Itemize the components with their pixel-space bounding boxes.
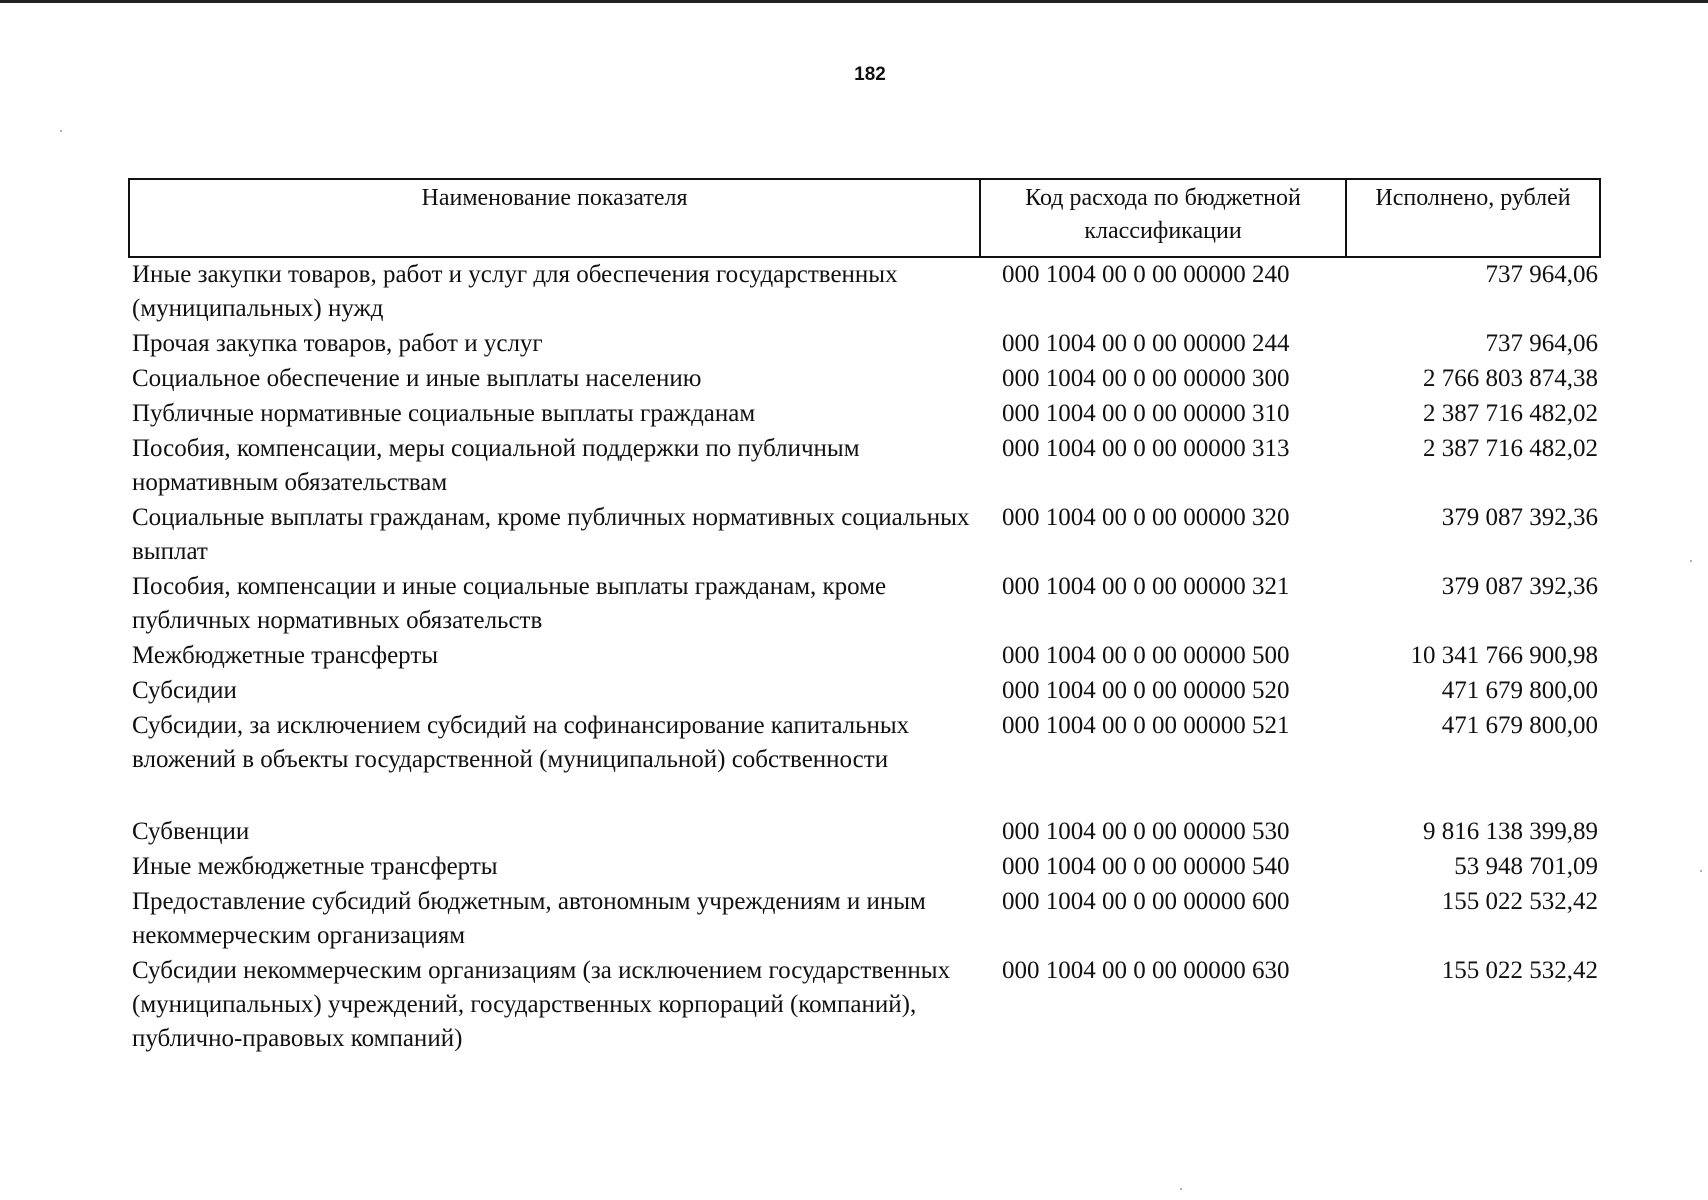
row-code: 000 1004 00 0 00 00000 244 [1002, 330, 1290, 357]
row-amount: 379 087 392,36 [1441, 573, 1598, 600]
row-name: Пособия, компенсации и иные социальные выплаты гражданам, кроме публичных нормативных обязательств [132, 573, 887, 634]
row-name: Социальные выплаты гражданам, кроме публичных нормативных социальных выплат [132, 504, 970, 565]
row-amount: 471 679 800,00 [1441, 712, 1598, 739]
top-border-line [0, 0, 1708, 3]
row-name: Субсидии, за исключением субсидий на софинансирование капитальных вложений в объекты государственной (муниципальной) собственности [132, 712, 910, 773]
scan-speck [1690, 560, 1692, 562]
row-amount: 155 022 532,42 [1441, 957, 1598, 984]
table-row [132, 362, 1598, 396]
row-amount: 471 679 800,00 [1441, 677, 1598, 704]
row-code: 000 1004 00 0 00 00000 320 [1002, 504, 1290, 531]
row-code: 000 1004 00 0 00 00000 630 [1002, 957, 1290, 984]
row-name: Пособия, компенсации, меры социальной поддержки по публичным нормативным обязательствам [132, 435, 860, 496]
table-row [132, 258, 1598, 326]
row-amount: 53 948 701,09 [1454, 853, 1598, 880]
table-row [132, 954, 1598, 1056]
row-amount: 737 964,06 [1485, 330, 1598, 357]
table-row [132, 397, 1598, 431]
header-budget-code: Код расхода по бюджетной классификации [981, 180, 1347, 256]
row-amount: 737 964,06 [1485, 261, 1598, 288]
header-indicator-name: Наименование показателя [130, 180, 981, 256]
table-row [132, 850, 1598, 884]
row-code: 000 1004 00 0 00 00000 540 [1002, 853, 1290, 880]
table-row [132, 709, 1598, 777]
row-name: Субсидии некоммерческим организациям (за исключением государственных (муниципальных) учреждений, государственных корпораций (компаний), публично-правовых компаний) [132, 957, 951, 1052]
table-row [132, 639, 1598, 673]
row-amount: 2 387 716 482,02 [1423, 435, 1598, 462]
row-code: 000 1004 00 0 00 00000 300 [1002, 365, 1290, 392]
row-name: Иные межбюджетные трансферты [132, 853, 498, 880]
table-row [132, 570, 1598, 638]
row-code: 000 1004 00 0 00 00000 313 [1002, 435, 1290, 462]
row-code: 000 1004 00 0 00 00000 530 [1002, 818, 1290, 845]
table-row [132, 432, 1598, 500]
row-amount: 10 341 766 900,98 [1410, 642, 1598, 669]
scan-speck [60, 130, 62, 132]
row-code: 000 1004 00 0 00 00000 521 [1002, 712, 1290, 739]
row-amount: 379 087 392,36 [1441, 504, 1598, 531]
row-code: 000 1004 00 0 00 00000 500 [1002, 642, 1290, 669]
table-row [132, 885, 1598, 953]
row-name: Иные закупки товаров, работ и услуг для обеспечения государственных (муниципальных) нужд [132, 261, 898, 322]
table-row [132, 501, 1598, 569]
page-number: 182 [854, 64, 886, 85]
row-name: Прочая закупка товаров, работ и услуг [132, 330, 543, 357]
row-name: Социальное обеспечение и иные выплаты населению [132, 365, 702, 392]
row-amount: 9 816 138 399,89 [1423, 818, 1598, 845]
row-name: Межбюджетные трансферты [132, 642, 439, 669]
table-body [132, 258, 1598, 1057]
row-code: 000 1004 00 0 00 00000 310 [1002, 400, 1290, 427]
row-name: Субвенции [132, 818, 250, 845]
header-executed-amount: Исполнено, рублей [1375, 185, 1571, 211]
row-amount: 155 022 532,42 [1441, 888, 1598, 915]
row-code: 000 1004 00 0 00 00000 321 [1002, 573, 1290, 600]
table-row [132, 327, 1598, 361]
table-row [132, 674, 1598, 708]
row-amount: 2 387 716 482,02 [1423, 400, 1598, 427]
scan-speck [1180, 1188, 1182, 1190]
row-amount: 2 766 803 874,38 [1423, 365, 1598, 392]
row-code: 000 1004 00 0 00 00000 240 [1002, 261, 1290, 288]
table-header [128, 178, 1601, 258]
table-row [132, 815, 1598, 849]
row-name: Публичные нормативные социальные выплаты гражданам [132, 400, 756, 427]
scan-speck [1700, 870, 1702, 872]
row-code: 000 1004 00 0 00 00000 520 [1002, 677, 1290, 704]
row-name: Субсидии [132, 677, 237, 704]
row-code: 000 1004 00 0 00 00000 600 [1002, 888, 1290, 915]
row-name: Предоставление субсидий бюджетным, автономным учреждениям и иным некоммерческим организациям [132, 888, 926, 949]
